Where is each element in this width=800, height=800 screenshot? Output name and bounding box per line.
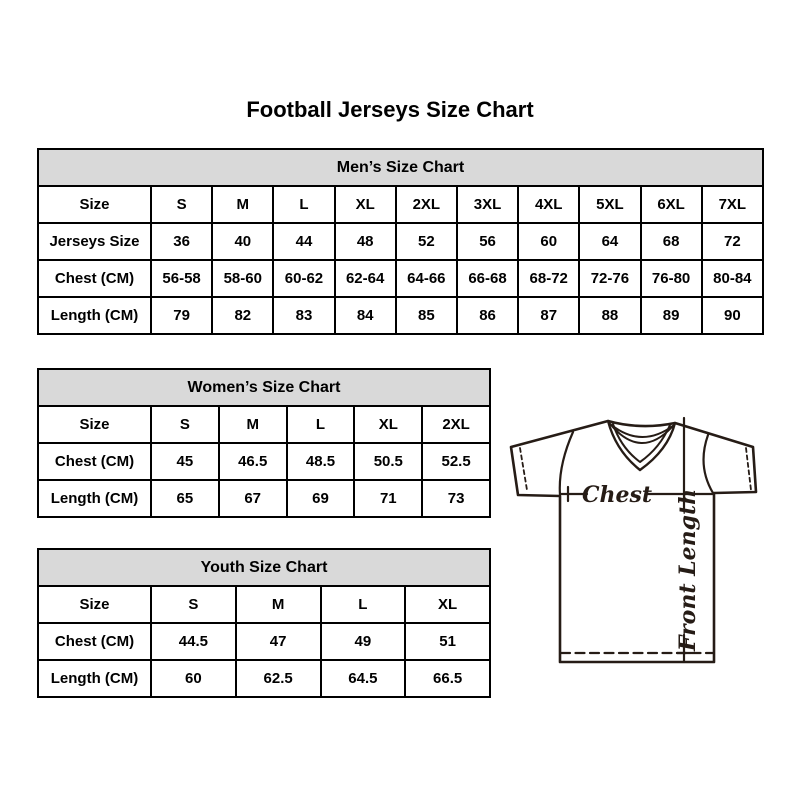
size-value-cell: M xyxy=(219,406,287,443)
size-value-cell: 50.5 xyxy=(354,443,422,480)
table-row xyxy=(38,297,763,334)
row-label-cell: Length (CM) xyxy=(38,297,151,334)
size-value-cell: 5XL xyxy=(579,186,640,223)
table-row xyxy=(38,186,763,223)
size-value-cell: 86 xyxy=(457,297,518,334)
womens-size-table xyxy=(37,368,491,518)
size-value-cell: 88 xyxy=(579,297,640,334)
table-title: Women’s Size Chart xyxy=(38,369,490,406)
size-value-cell: 44.5 xyxy=(151,623,236,660)
size-value-cell: 49 xyxy=(321,623,406,660)
table-header-row xyxy=(38,549,490,586)
size-value-cell: L xyxy=(287,406,355,443)
size-value-cell: 46.5 xyxy=(219,443,287,480)
size-value-cell: 73 xyxy=(422,480,490,517)
size-value-cell: 60 xyxy=(518,223,579,260)
table-header-row xyxy=(38,369,490,406)
size-value-cell: 65 xyxy=(151,480,219,517)
table-title: Men’s Size Chart xyxy=(38,149,763,186)
table-row xyxy=(38,443,490,480)
size-value-cell: 90 xyxy=(702,297,763,334)
row-label-cell: Size xyxy=(38,586,151,623)
table-row xyxy=(38,260,763,297)
size-value-cell: 66.5 xyxy=(405,660,490,697)
size-value-cell: 51 xyxy=(405,623,490,660)
row-label-cell: Length (CM) xyxy=(38,660,151,697)
size-value-cell: 48.5 xyxy=(287,443,355,480)
size-value-cell: 45 xyxy=(151,443,219,480)
row-label-cell: Jerseys Size xyxy=(38,223,151,260)
table-row xyxy=(38,406,490,443)
table-header-row xyxy=(38,149,763,186)
size-value-cell: 64 xyxy=(579,223,640,260)
table-row xyxy=(38,586,490,623)
size-value-cell: 6XL xyxy=(641,186,702,223)
size-value-cell: 72-76 xyxy=(579,260,640,297)
table-title: Youth Size Chart xyxy=(38,549,490,586)
size-value-cell: 68 xyxy=(641,223,702,260)
chest-measure-label: Chest xyxy=(581,482,653,508)
size-value-cell: 69 xyxy=(287,480,355,517)
size-value-cell: 80-84 xyxy=(702,260,763,297)
page-title: Football Jerseys Size Chart xyxy=(246,97,534,122)
table-row xyxy=(38,480,490,517)
size-value-cell: 85 xyxy=(396,297,457,334)
size-value-cell: 7XL xyxy=(702,186,763,223)
row-label-cell: Size xyxy=(38,406,151,443)
table-row xyxy=(38,223,763,260)
size-value-cell: 76-80 xyxy=(641,260,702,297)
size-value-cell: 84 xyxy=(335,297,396,334)
size-value-cell: S xyxy=(151,586,236,623)
size-value-cell: 83 xyxy=(273,297,334,334)
size-value-cell: 52 xyxy=(396,223,457,260)
size-value-cell: 36 xyxy=(151,223,212,260)
size-value-cell: 60-62 xyxy=(273,260,334,297)
row-label-cell: Chest (CM) xyxy=(38,623,151,660)
size-value-cell: 56 xyxy=(457,223,518,260)
size-value-cell: 64-66 xyxy=(396,260,457,297)
size-value-cell: 62-64 xyxy=(335,260,396,297)
size-value-cell: 4XL xyxy=(518,186,579,223)
size-value-cell: 2XL xyxy=(422,406,490,443)
size-value-cell: XL xyxy=(335,186,396,223)
size-value-cell: XL xyxy=(354,406,422,443)
size-value-cell: S xyxy=(151,186,212,223)
size-value-cell: 2XL xyxy=(396,186,457,223)
front-length-measure-label: Front Length xyxy=(675,488,701,652)
size-value-cell: 48 xyxy=(335,223,396,260)
table-row xyxy=(38,623,490,660)
size-value-cell: 87 xyxy=(518,297,579,334)
size-value-cell: 3XL xyxy=(457,186,518,223)
row-label-cell: Chest (CM) xyxy=(38,443,151,480)
row-label-cell: Length (CM) xyxy=(38,480,151,517)
size-value-cell: 52.5 xyxy=(422,443,490,480)
size-value-cell: 47 xyxy=(236,623,321,660)
size-value-cell: 44 xyxy=(273,223,334,260)
size-value-cell: 58-60 xyxy=(212,260,273,297)
jersey-measurement-diagram xyxy=(502,408,778,676)
row-label-cell: Chest (CM) xyxy=(38,260,151,297)
size-value-cell: 66-68 xyxy=(457,260,518,297)
size-value-cell: M xyxy=(236,586,321,623)
size-value-cell: 60 xyxy=(151,660,236,697)
size-value-cell: 71 xyxy=(354,480,422,517)
size-value-cell: 62.5 xyxy=(236,660,321,697)
row-label-cell: Size xyxy=(38,186,151,223)
size-value-cell: L xyxy=(273,186,334,223)
table-row xyxy=(38,660,490,697)
size-value-cell: 72 xyxy=(702,223,763,260)
size-value-cell: 68-72 xyxy=(518,260,579,297)
size-value-cell: 56-58 xyxy=(151,260,212,297)
size-value-cell: M xyxy=(212,186,273,223)
size-value-cell: 89 xyxy=(641,297,702,334)
size-value-cell: 79 xyxy=(151,297,212,334)
size-value-cell: XL xyxy=(405,586,490,623)
size-value-cell: 64.5 xyxy=(321,660,406,697)
youth-size-table xyxy=(37,548,491,698)
mens-size-table xyxy=(37,148,764,335)
size-value-cell: S xyxy=(151,406,219,443)
size-value-cell: 40 xyxy=(212,223,273,260)
size-value-cell: L xyxy=(321,586,406,623)
size-value-cell: 82 xyxy=(212,297,273,334)
size-value-cell: 67 xyxy=(219,480,287,517)
